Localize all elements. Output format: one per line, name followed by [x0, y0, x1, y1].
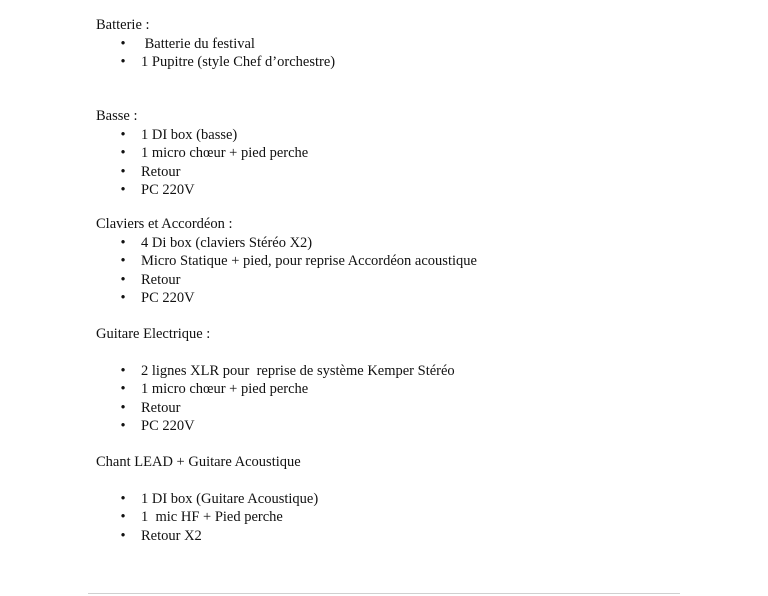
- item-list: [96, 362, 696, 435]
- section-title: Basse :: [96, 108, 138, 124]
- item-text: 1 Pupitre (style Chef d’orchestre): [141, 54, 336, 71]
- section-basse: [96, 107, 696, 199]
- bullet-icon: •: [120, 381, 126, 398]
- list-item: [96, 508, 696, 526]
- bullet-icon: •: [120, 271, 126, 288]
- item-text: Retour: [141, 271, 181, 288]
- list-item: [96, 417, 696, 435]
- list-item: [96, 126, 696, 144]
- bullet-icon: •: [120, 399, 126, 416]
- item-text: PC 220V: [141, 417, 195, 434]
- item-text: Micro Statique + pied, pour reprise Accordéon acoustique: [141, 253, 477, 270]
- list-item: [96, 144, 696, 162]
- bullet-icon: •: [120, 163, 126, 180]
- item-text: 1 micro chœur + pied perche: [141, 145, 309, 162]
- bullet-icon: •: [120, 36, 126, 52]
- section-claviers-accordeon: [96, 215, 696, 307]
- bullet-icon: •: [120, 253, 126, 270]
- list-item: [96, 252, 696, 270]
- item-text: Retour: [141, 163, 181, 180]
- bullet-icon: •: [120, 509, 126, 526]
- page-bottom-divider: [88, 593, 680, 594]
- bullet-icon: •: [120, 54, 126, 71]
- list-item: [96, 163, 696, 181]
- list-item: [96, 53, 696, 71]
- item-text: Retour X2: [141, 527, 202, 544]
- item-list: [96, 234, 696, 307]
- bullet-icon: •: [120, 527, 126, 544]
- list-item: [96, 35, 696, 53]
- bullet-icon: •: [120, 181, 126, 198]
- item-text: 4 Di box (claviers Stéréo X2): [141, 235, 313, 251]
- section-guitare-electrique: [96, 325, 696, 435]
- item-list: [96, 35, 696, 72]
- section-title: Chant LEAD + Guitare Acoustique: [96, 454, 301, 470]
- list-item: [96, 181, 696, 199]
- item-list: [96, 126, 696, 199]
- item-text: 2 lignes XLR pour reprise de système Kemper Stéréo: [141, 363, 455, 379]
- section-chant-lead: [96, 453, 696, 545]
- section-title: Claviers et Accordéon :: [96, 216, 233, 232]
- section-title: Guitare Electrique :: [96, 326, 211, 342]
- bullet-icon: •: [120, 289, 126, 306]
- item-text: PC 220V: [141, 289, 195, 306]
- bullet-icon: •: [120, 145, 126, 162]
- list-item: [96, 527, 696, 545]
- list-item: [96, 399, 696, 417]
- bullet-icon: •: [120, 417, 126, 434]
- list-item: [96, 362, 696, 380]
- item-text: 1 micro chœur + pied perche: [141, 381, 309, 398]
- list-item: [96, 271, 696, 289]
- list-item: [96, 380, 696, 398]
- list-item: [96, 234, 696, 252]
- bullet-icon: •: [120, 235, 126, 251]
- item-text: 1 DI box (Guitare Acoustique): [141, 491, 319, 507]
- bullet-icon: •: [120, 363, 126, 379]
- bullet-icon: •: [120, 127, 126, 143]
- bullet-icon: •: [120, 491, 126, 507]
- list-item: [96, 289, 696, 307]
- item-text: PC 220V: [141, 181, 195, 198]
- section-title: Batterie :: [96, 17, 150, 33]
- item-text: Batterie du festival: [141, 36, 255, 52]
- item-text: 1 DI box (basse): [141, 127, 238, 143]
- list-item: [96, 490, 696, 508]
- section-batterie: [96, 16, 696, 72]
- item-list: [96, 490, 696, 545]
- item-text: 1 mic HF + Pied perche: [141, 509, 283, 526]
- item-text: Retour: [141, 399, 181, 416]
